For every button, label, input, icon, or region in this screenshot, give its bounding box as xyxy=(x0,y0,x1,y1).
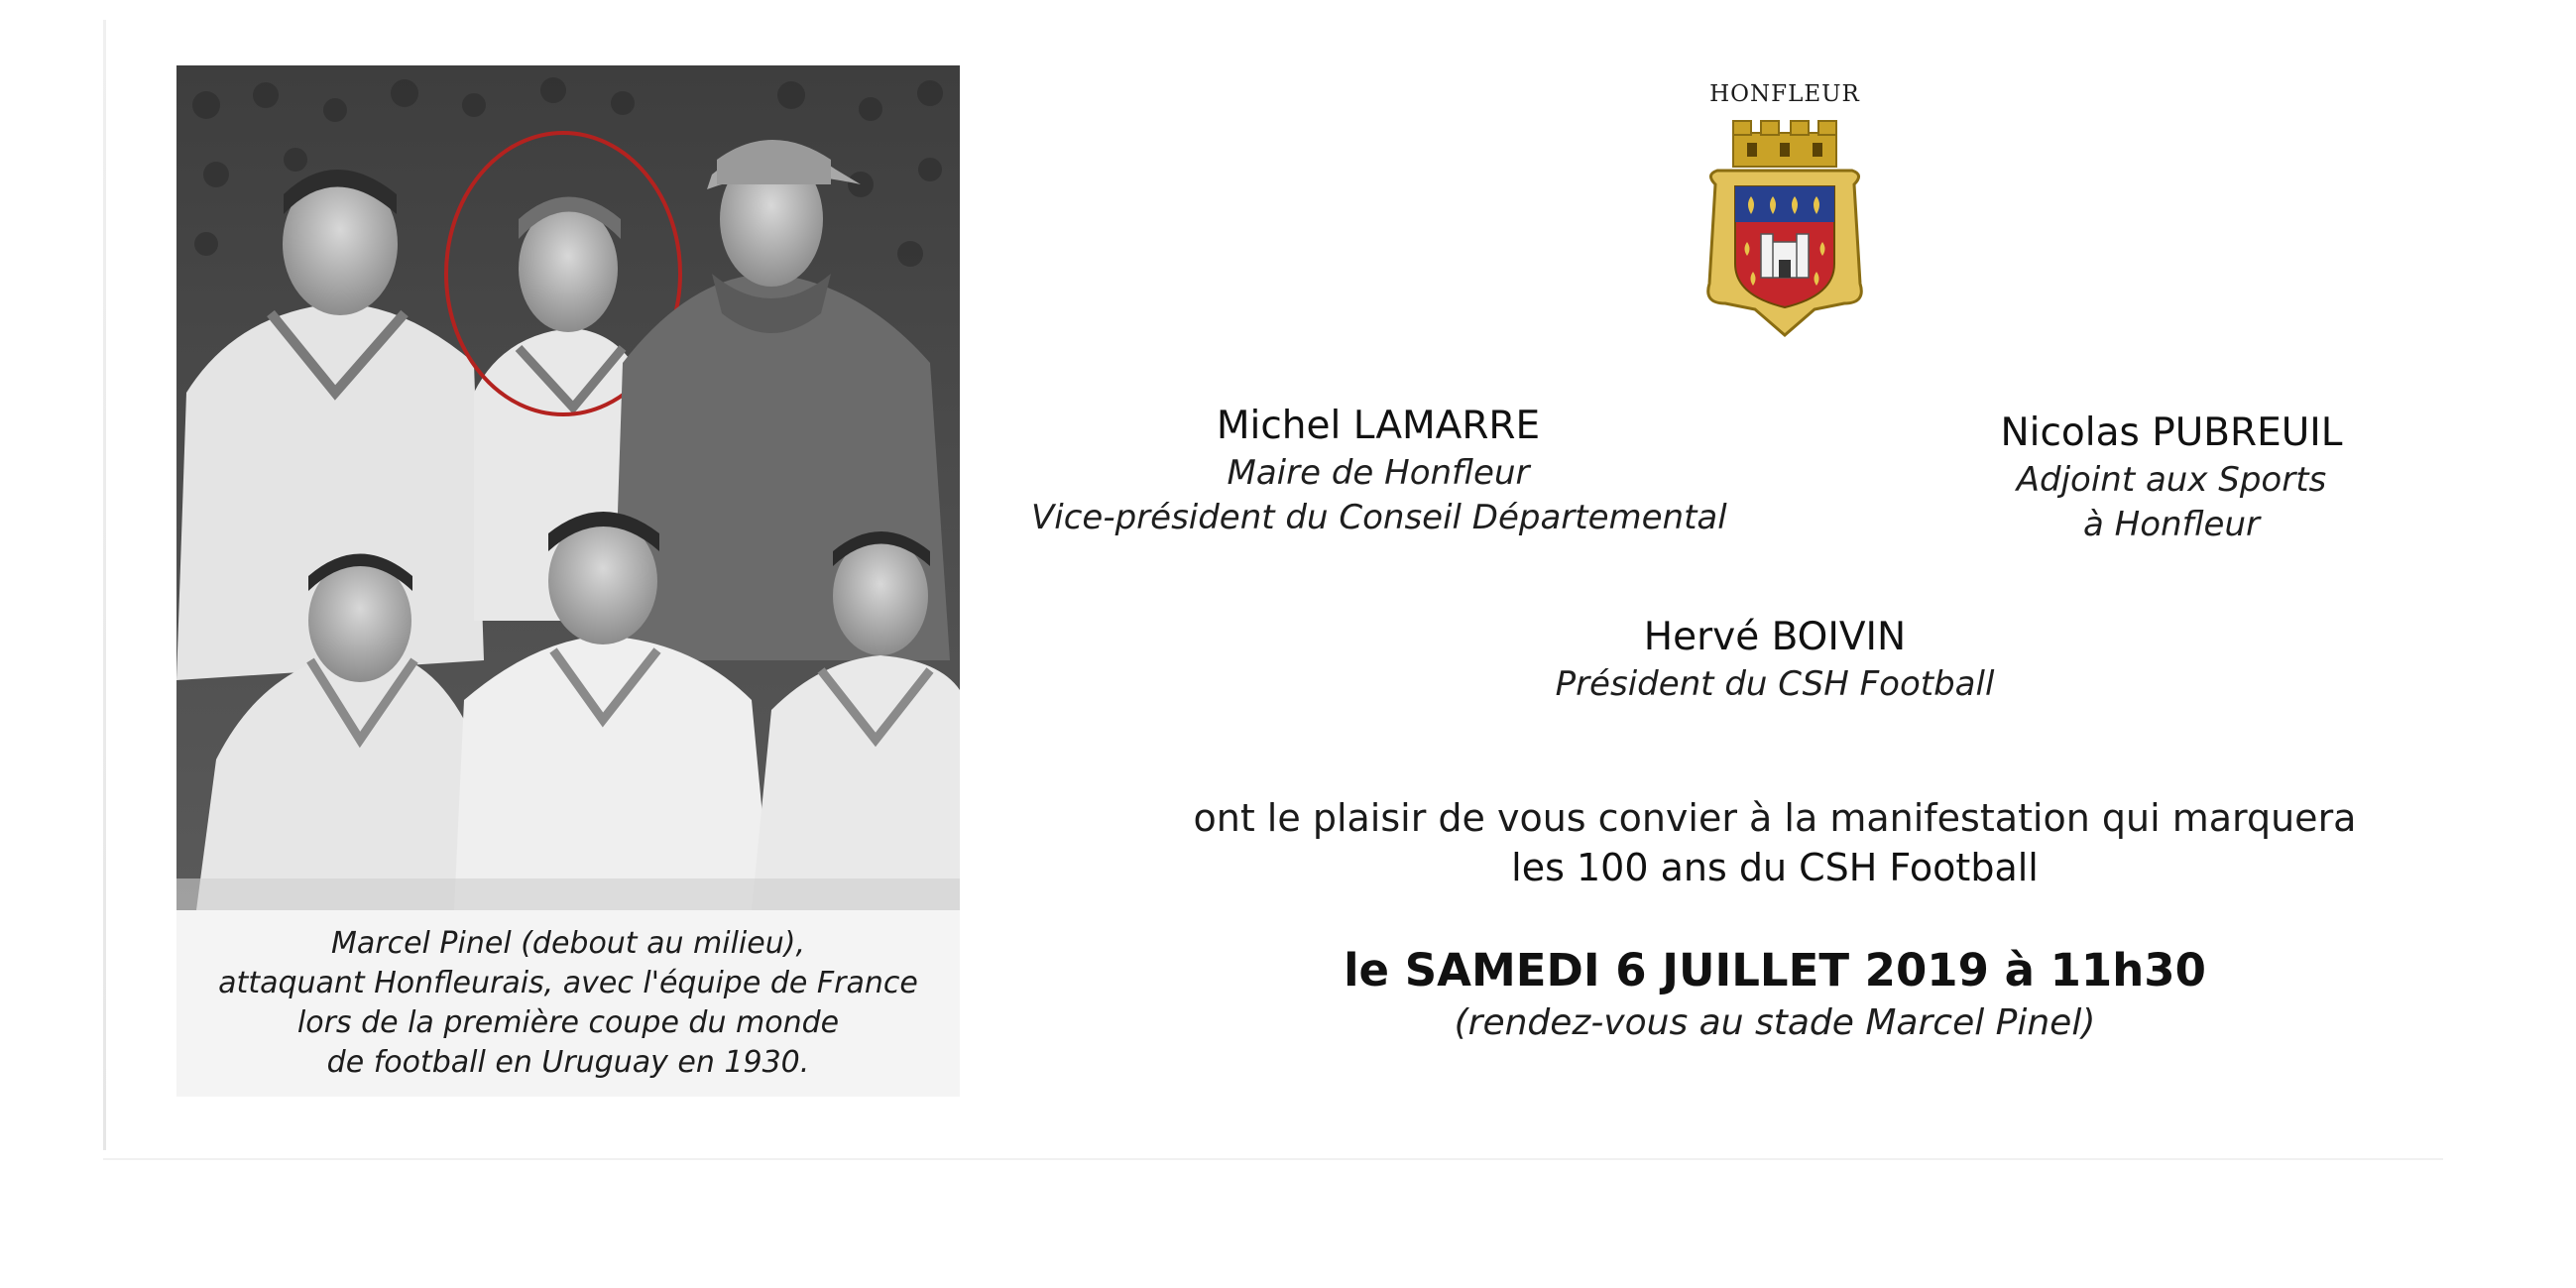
historic-team-photo-card xyxy=(176,65,960,1097)
host-role: Maire de Honfleur xyxy=(1227,453,1530,493)
host-president xyxy=(1487,613,2062,707)
team-photo-illustration xyxy=(176,65,960,910)
event-title: les 100 ans du CSH Football xyxy=(1511,846,2039,889)
scan-left-edge xyxy=(103,20,106,1150)
host-role: Adjoint aux Sports xyxy=(2016,460,2327,500)
host-role: Président du CSH Football xyxy=(1555,664,1995,704)
team-photo xyxy=(176,65,960,910)
invitation-text xyxy=(1120,793,2429,892)
event-date-block xyxy=(1120,942,2429,1047)
host-deputy xyxy=(1963,409,2380,547)
host-mayor xyxy=(1031,402,1725,540)
caption-line: Marcel Pinel (debout au milieu), xyxy=(331,926,805,961)
caption-line: lors de la première coupe du monde xyxy=(296,1005,840,1040)
photo-caption xyxy=(176,924,960,1083)
honfleur-crest xyxy=(1686,81,1884,339)
host-role: à Honfleur xyxy=(2083,505,2260,544)
coat-of-arms-icon xyxy=(1696,115,1874,338)
caption-line: attaquant Honfleurais, avec l'équipe de France xyxy=(218,966,918,1000)
host-name: Hervé BOIVIN xyxy=(1643,615,1907,659)
host-name: Michel LAMARRE xyxy=(1216,404,1541,448)
host-role: Vice-président du Conseil Départemental xyxy=(1031,498,1727,537)
event-date: le SAMEDI 6 JUILLET 2019 à 11h30 xyxy=(1344,944,2206,996)
caption-line: de football en Uruguay en 1930. xyxy=(326,1045,810,1080)
event-venue: (rendez-vous au stade Marcel Pinel) xyxy=(1454,1002,2096,1043)
invitation-line: ont le plaisir de vous convier à la manifestation qui marquera xyxy=(1193,796,2357,840)
scan-bottom-edge xyxy=(103,1158,2443,1160)
crest-town-name: HONFLEUR xyxy=(1709,81,1860,107)
host-name: Nicolas PUBREUIL xyxy=(2000,410,2343,455)
